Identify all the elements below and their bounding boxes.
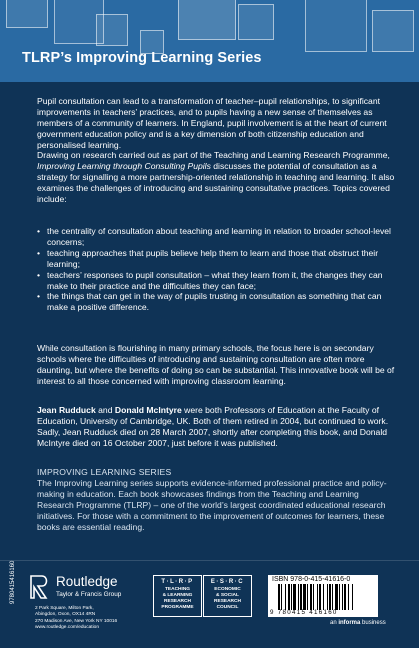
barcode-digits: 9 780415 416160	[270, 609, 338, 616]
decorative-square	[96, 14, 128, 46]
decorative-square	[178, 0, 236, 40]
topics-list	[37, 226, 397, 313]
barcode-bar	[285, 584, 286, 610]
decorative-square	[238, 4, 274, 40]
decorative-square	[372, 10, 414, 52]
esrc-logo	[203, 575, 252, 617]
informa-brand: informa	[338, 620, 361, 626]
tlrp-logo-line: TEACHING	[164, 587, 191, 592]
barcode-bar	[339, 584, 340, 610]
author-name: Donald McIntyre	[114, 405, 182, 415]
author-conjunction: and	[95, 405, 115, 415]
series-title: TLRP’s Improving Learning Series	[22, 50, 262, 66]
tlrp-logo-line: PROGRAMME	[161, 605, 194, 610]
decorative-square	[305, 0, 367, 52]
publisher-group: Taylor & Francis Group	[56, 591, 122, 598]
barcode-bar	[310, 584, 312, 610]
series-heading: IMPROVING LEARNING SERIES	[37, 467, 172, 477]
barcode-bar	[291, 584, 292, 610]
book-title: Improving Learning through Consulting Pupils	[37, 160, 211, 171]
isbn-number: ISBN 978-0-415-41616-0	[272, 576, 351, 583]
list-item: • teaching approaches that pupils believe help them to learn and those that obstruct their learning;	[37, 248, 397, 270]
isbn-barcode-block	[268, 575, 378, 617]
barcode-bar	[303, 584, 306, 610]
footer-divider	[0, 560, 419, 561]
informa-prefix: an	[330, 620, 339, 626]
esrc-logo-line: & SOCIAL	[216, 593, 239, 598]
list-item: • the centrality of consultation about teaching and learning in relation to broader school-level concerns;	[37, 226, 397, 248]
research-paragraph	[37, 150, 397, 205]
tlrp-logo-line: & LEARNING	[162, 593, 193, 598]
tlrp-logo-head: T·L·R·P	[161, 579, 194, 585]
routledge-logo-icon	[30, 574, 52, 600]
authors-paragraph	[37, 405, 397, 449]
barcode-bar	[300, 584, 302, 610]
barcode-bar	[278, 584, 280, 610]
barcode-bar	[307, 584, 308, 610]
intro-paragraph: Pupil consultation can lead to a transformation of teacher–pupil relationships, to significant improvements in teachers’ practices, and to pupils having a new sense of themselves as members of a community of learners. In England, pupil involvement is at the heart of current government education policy and is a key dimension of both citizenship education and personalised learning.	[37, 96, 387, 150]
decorative-square	[6, 0, 48, 28]
esrc-logo-head: E·S·R·C	[210, 579, 245, 585]
barcode-bar	[323, 584, 324, 610]
esrc-logo-line: COUNCIL	[216, 605, 239, 610]
barcode-bar	[348, 584, 349, 610]
focus-paragraph: While consultation is flourishing in many primary schools, the focus here is on secondary schools where the difficulties of introducing and sustaining consultation are often more daunting, but where the benefits of doing so can be substantial. This innovative book will be of interest to all those concerned with improving classroom learning.	[37, 343, 395, 386]
research-paragraph-start: Drawing on research carried out as part of the Teaching and Learning Research Programme,	[37, 150, 390, 160]
barcode-bar	[335, 584, 338, 610]
vertical-isbn	[10, 560, 22, 604]
publisher-address	[35, 606, 145, 632]
barcode-bar	[327, 584, 328, 610]
barcode-icon	[278, 584, 374, 610]
barcode-bar	[313, 584, 314, 610]
series-paragraph: The Improving Learning series supports evidence-informed professional practice and policy-making in education. Each book showcases findings from the Teaching and Learning Research Programme (TLRP) – one of the world’s largest coordinated educational research initiatives. For those with a commitment to the improvement of outcomes for learners, these books are essential reading.	[37, 478, 387, 532]
informa-suffix: business	[360, 620, 386, 626]
tlrp-logo	[153, 575, 202, 617]
barcode-bar	[319, 584, 321, 610]
barcode-bar	[342, 584, 343, 610]
barcode-bar	[293, 584, 296, 610]
barcode-bar	[352, 584, 353, 610]
barcode-bar	[329, 584, 331, 610]
authors-bio: were both Professors of Education at the Faculty of Education, University of Cambridge, UK. Both of them retired in 2004, but continued to work. Sadly, Jean Rudduck died on 28 March 2007, shortly after completing this book, and Donald McIntyre died on 16 October 2007, just before it was published.	[37, 405, 389, 448]
informa-tagline	[330, 620, 386, 626]
address-line: 270 Madison Ave, New York NY 10016	[35, 618, 118, 624]
barcode-bar	[317, 584, 318, 610]
list-item: • teachers’ responses to pupil consultation – what they learn from it, the changes they can make to their practice and the difficulties they can face;	[37, 270, 397, 292]
barcode-bar	[298, 584, 299, 610]
address-line: www.routledge.com/education	[35, 625, 99, 631]
barcode-bar	[332, 584, 333, 610]
barcode-bar	[288, 584, 290, 610]
esrc-logo-line: RESEARCH	[214, 599, 241, 604]
vertical-isbn-text: 9780415416160	[10, 560, 16, 604]
author-name: Jean Rudduck	[37, 405, 96, 415]
address-line: 2 Park Square, Milton Park,	[35, 606, 94, 611]
address-line: Abingdon, Oxon, OX14 4RN	[35, 612, 96, 618]
publisher-name: Routledge	[56, 574, 118, 589]
barcode-bar	[281, 584, 282, 610]
list-item: • the things that can get in the way of pupils trusting in consultation as something that can make a positive difference.	[37, 291, 397, 313]
series-header-band	[0, 0, 419, 82]
tlrp-logo-line: RESEARCH	[164, 599, 191, 604]
barcode-bar	[344, 584, 346, 610]
research-paragraph-end: discusses the potential of consultation as a strategy for signalling a more partnership-oriented relationship in teaching and learning. It also examines the challenges of introducing and sustaining consultative practices. Topics covered include:	[37, 160, 395, 204]
esrc-logo-line: ECONOMIC	[214, 587, 241, 592]
